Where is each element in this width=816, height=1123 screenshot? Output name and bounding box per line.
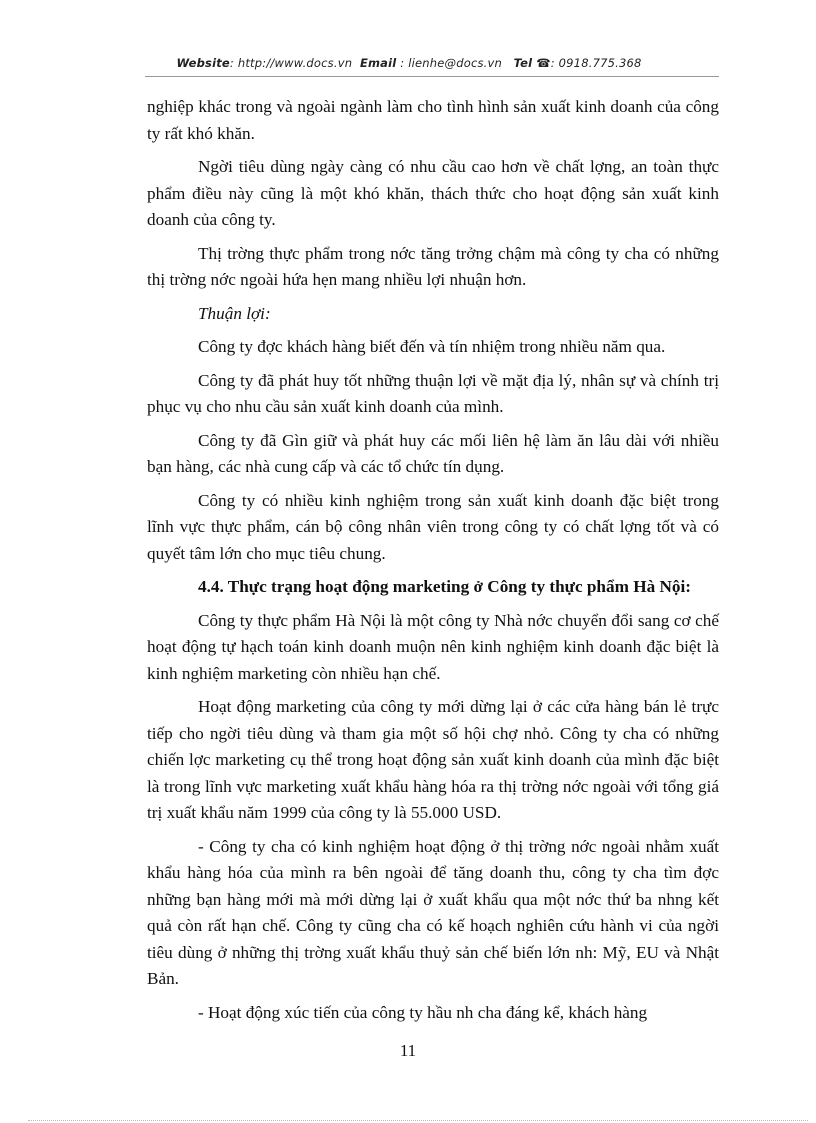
website-value: : http://www.docs.vn <box>229 56 353 70</box>
email-label: Email <box>359 56 397 70</box>
paragraph: Công ty đã phát huy tốt những thuận lợi về mặt địa lý, nhân sự và chính trị phục vụ cho nhu cầu sản xuất kinh doanh của mình. <box>147 370 719 416</box>
phone-icon: ☎ <box>536 56 551 70</box>
footer-divider <box>28 1120 808 1121</box>
tel-label: Tel <box>513 56 533 70</box>
paragraph: nghiệp khác trong và ngoài ngành làm cho tình hình sản xuất kinh doanh của công ty rất khó khăn. <box>147 97 719 143</box>
paragraph: - Hoạt động xúc tiến của công ty hầu nh cha đáng kể, khách hàng <box>198 1002 648 1022</box>
paragraph: Hoạt động marketing của công ty mới dừng lại ở các cửa hàng bán lẻ trực tiếp cho ngời tiêu dùng và tham gia một số hội chợ nhỏ. Công ty cha có những chiến lợc marketing cụ thể trong hoạt động sản xuất kinh doanh của mình đặc biệt là trong lĩnh vực marketing xuất khẩu hàng hóa ra thị trờng nớc ngoài với tổng giá trị xuất khẩu năm 1999 của công ty là 55.000 USD. <box>147 697 719 822</box>
paragraph: Công ty đợc khách hàng biết đến và tín nhiệm trong nhiều năm qua. <box>198 337 666 356</box>
section-heading: 4.4. Thực trạng hoạt động marketing ở Công ty thực phẩm Hà Nội: <box>198 577 691 596</box>
tel-value: : 0918.775.368 <box>550 56 642 70</box>
paragraph: Công ty thực phẩm Hà Nội là một công ty Nhà nớc chuyển đổi sang cơ chế hoạt động tự hạch toán kinh doanh muộn nên kinh nghiệm kinh doanh đặc biệt là kinh nghiệm marketing còn nhiều hạn chế. <box>147 610 719 683</box>
subheading-advantages: Thuận lợi: <box>198 303 271 323</box>
paragraph: Công ty có nhiều kinh nghiệm trong sản xuất kinh doanh đặc biệt trong lĩnh vực thực phẩm, cán bộ công nhân viên trong công ty có chất lợng tốt và có quyết tâm lớn cho mục tiêu chung. <box>147 490 719 563</box>
page-body <box>147 94 719 1033</box>
header-divider <box>145 76 719 77</box>
page-number: 11 <box>399 1041 417 1060</box>
paragraph: Ngời tiêu dùng ngày càng có nhu cầu cao hơn về chất lợng, an toàn thực phẩm điều này cũng là một khó khăn, thách thức cho hoạt động sản xuất kinh doanh của công ty. <box>147 157 719 229</box>
page-header <box>145 56 673 70</box>
paragraph: - Công ty cha có kinh nghiệm hoạt động ở thị trờng nớc ngoài nhằm xuất khẩu hàng hóa của mình ra bên ngoài để tăng doanh thu, công ty cha tìm đợc những bạn hàng mới mà mới dừng lại ở xuất khẩu qua một nớc thứ ba nhng kết quả còn rất hạn chế. Công ty cũng cha có kế hoạch nghiên cứu hành vi của ngời tiêu dùng ở những thị trờng xuất khẩu thuỷ sản chế biến lớn nh: Mỹ, EU và Nhật Bản. <box>147 836 719 988</box>
email-value: : lienhe@docs.vn <box>400 56 503 70</box>
paragraph: Công ty đã Gìn giữ và phát huy các mối liên hệ làm ăn lâu dài với nhiều bạn hàng, các nhà cung cấp và các tổ chức tín dụng. <box>147 430 719 476</box>
paragraph: Thị trờng thực phẩm trong nớc tăng trởng chậm mà công ty cha có những thị trờng nớc ngoài hứa hẹn mang nhiều lợi nhuận hơn. <box>147 243 719 289</box>
website-label: Website <box>176 56 230 70</box>
